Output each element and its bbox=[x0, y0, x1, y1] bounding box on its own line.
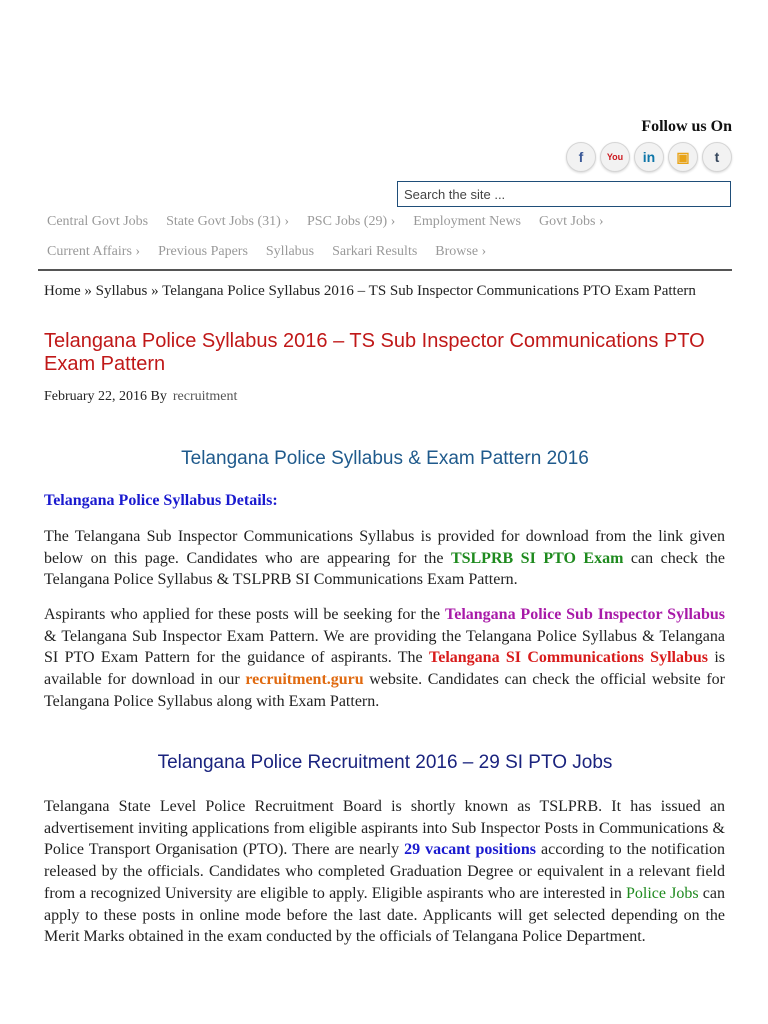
main-nav-row-1 bbox=[38, 214, 732, 230]
tumblr-icon[interactable]: t bbox=[702, 142, 732, 172]
author-link[interactable]: recruitment bbox=[172, 389, 238, 404]
youtube-icon[interactable]: You bbox=[600, 142, 630, 172]
nav-current-affairs[interactable]: Current Affairs › bbox=[47, 244, 141, 259]
sub-inspector-syllabus-link[interactable]: Telangana Police Sub Inspector Syllabus bbox=[445, 606, 725, 623]
page-title: Telangana Police Syllabus 2016 – TS Sub Inspector Communications PTO Exam Pattern bbox=[44, 330, 705, 375]
breadcrumb-home-link[interactable]: Home bbox=[44, 283, 81, 299]
paragraph-text: can apply to these posts in online mode before the last date. Applicants will get selected depending on the Merit Marks obtained in the exam conducted by the officials of Telangana Police Department. bbox=[44, 884, 725, 946]
nav-psc-jobs[interactable]: PSC Jobs (29) › bbox=[307, 214, 396, 229]
nav-previous-papers[interactable]: Previous Papers bbox=[158, 244, 248, 259]
nav-state-govt-jobs[interactable]: State Govt Jobs (31) › bbox=[166, 214, 289, 229]
social-icons bbox=[566, 142, 732, 172]
paragraph-text: website. Candidates can check the official website for Telangana Police Syllabus along with Exam Pattern. bbox=[44, 671, 725, 710]
main-nav-row-2 bbox=[38, 244, 732, 260]
breadcrumb-separator: » bbox=[80, 283, 96, 299]
paragraph-text: Aspirants who applied for these posts will be seeking for the bbox=[44, 606, 446, 623]
slideshare-icon[interactable]: ▣ bbox=[668, 142, 698, 172]
post-date: February 22, 2016 By bbox=[44, 389, 167, 404]
paragraph-recruitment bbox=[44, 796, 725, 948]
facebook-icon[interactable]: f bbox=[566, 142, 596, 172]
police-jobs-link[interactable]: Police Jobs bbox=[626, 884, 703, 902]
search-input[interactable] bbox=[397, 181, 731, 207]
nav-divider bbox=[38, 269, 732, 271]
section-heading-syllabus: Telangana Police Syllabus & Exam Pattern 2016 bbox=[181, 448, 589, 469]
nav-syllabus[interactable]: Syllabus bbox=[265, 244, 315, 259]
recruitment-guru-link[interactable]: recruitment.guru bbox=[245, 671, 364, 689]
tslprb-si-pto-exam-link[interactable]: TSLPRB SI PTO Exam bbox=[450, 549, 624, 567]
paragraph-aspirants bbox=[44, 604, 725, 713]
paragraph-intro bbox=[44, 526, 725, 591]
paragraph-text: & Telangana Sub Inspector Exam Pattern. We are providing the Telangana Police Syllabus & Telangana SI PTO Exam Pattern for the guidance of aspirants. The bbox=[44, 627, 725, 667]
syllabus-details-subheading: Telangana Police Syllabus Details: bbox=[44, 492, 278, 509]
paragraph-text: can check the Telangana Police Syllabus & TSLPRB SI Communications Exam Pattern. bbox=[44, 549, 725, 589]
paragraph-text: The Telangana Sub Inspector Communications Syllabus is provided for download from the link given below on this page. Candidates who are appearing for the bbox=[44, 528, 725, 567]
breadcrumb bbox=[44, 281, 726, 301]
paragraph-text: according to the notification released by the officials. Candidates who completed Graduation Degree or equivalent in a relevant field from a recognized University are eligible to apply. Eligible aspirants who are interested in bbox=[44, 841, 726, 902]
nav-browse[interactable]: Browse › bbox=[435, 244, 487, 259]
breadcrumb-syllabus-link[interactable]: Syllabus bbox=[95, 283, 148, 299]
breadcrumb-separator: » bbox=[147, 283, 163, 299]
section-heading-recruitment: Telangana Police Recruitment 2016 – 29 SI PTO Jobs bbox=[157, 752, 613, 773]
linkedin-icon[interactable]: in bbox=[634, 142, 664, 172]
nav-sarkari-results[interactable]: Sarkari Results bbox=[332, 244, 418, 259]
vacant-positions-link[interactable]: 29 vacant positions bbox=[404, 841, 537, 859]
nav-central-govt-jobs[interactable]: Central Govt Jobs bbox=[47, 214, 149, 229]
post-meta bbox=[44, 389, 237, 405]
paragraph-text: Telangana State Level Police Recruitment Board is shortly known as TSLPRB. It has issued an advertisement inviting applications from eligible aspirants into Sub Inspector Posts in Communications & Police Transport Organisation (PTO). There are nearly bbox=[44, 798, 725, 859]
si-communications-syllabus-link[interactable]: Telangana SI Communications Syllabus bbox=[429, 649, 708, 667]
follow-us-label: Follow us On bbox=[641, 118, 732, 135]
breadcrumb-current: Telangana Police Syllabus 2016 – TS Sub Inspector Communications PTO Exam Pattern bbox=[162, 283, 696, 299]
paragraph-text: is available for download in our bbox=[44, 649, 726, 689]
nav-employment-news[interactable]: Employment News bbox=[413, 214, 522, 229]
nav-govt-jobs[interactable]: Govt Jobs › bbox=[539, 214, 604, 229]
